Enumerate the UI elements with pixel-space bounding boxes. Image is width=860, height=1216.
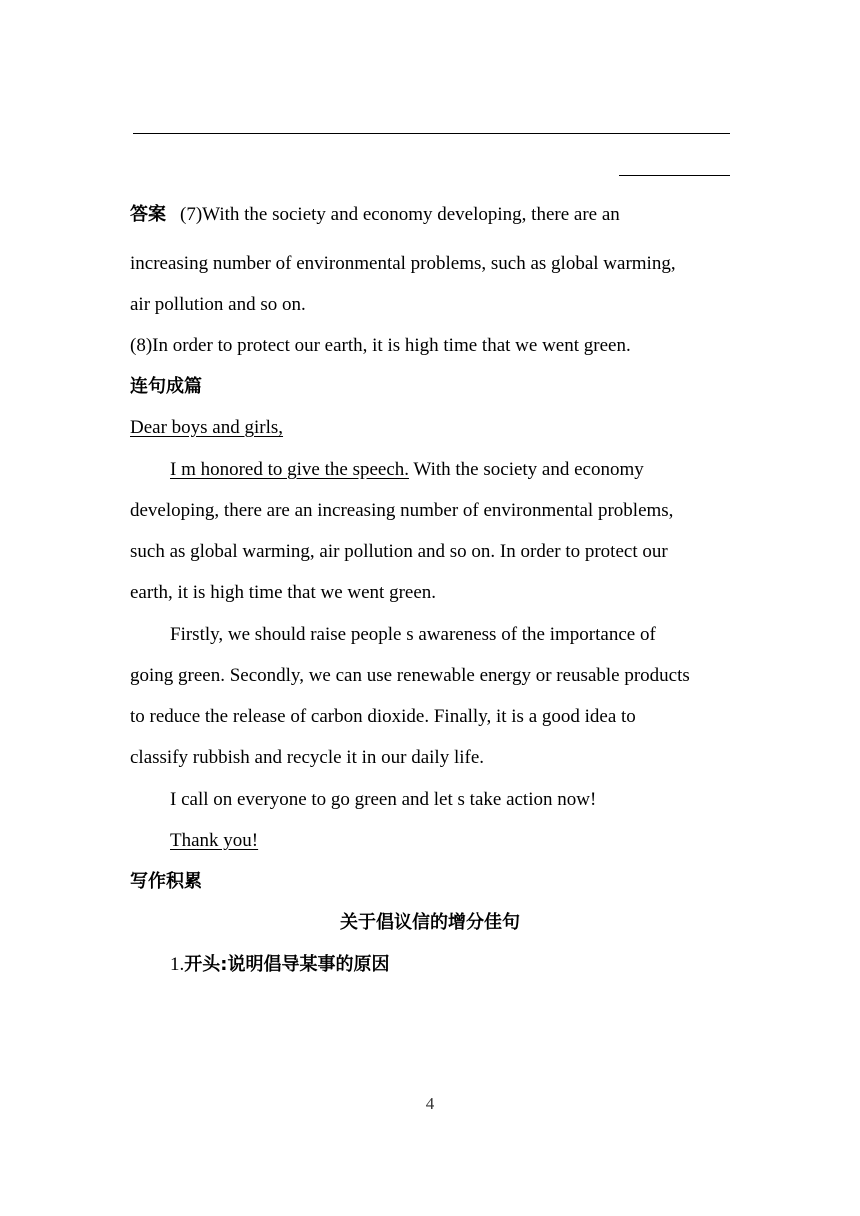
- answer-label: 答案: [130, 204, 166, 225]
- item-text: 开头:说明倡导某事的原因: [184, 954, 390, 975]
- section-heading-accumulation: 写作积累: [130, 871, 202, 892]
- essay-closing: Thank you!: [170, 830, 259, 851]
- essay-paragraph-3: I call on everyone to go green and let s take action now!: [170, 789, 597, 810]
- item-number: 1.: [170, 954, 185, 975]
- answer-blank-line-short: [619, 175, 730, 176]
- essay-paragraph-1-line-3: such as global warming, air pollution and so on. In order to protect our: [130, 541, 668, 562]
- answer-text-1: (7)With the society and economy developing, there are an: [180, 204, 620, 225]
- essay-paragraph-2-line-3: to reduce the release of carbon dioxide. Finally, it is a good idea to: [130, 706, 636, 727]
- essay-greeting: Dear boys and girls,: [130, 417, 284, 438]
- essay-paragraph-2-line-2: going green. Secondly, we can use renewable energy or reusable products: [130, 665, 690, 686]
- essay-paragraph-2-line-4: classify rubbish and recycle it in our daily life.: [130, 747, 485, 768]
- section-heading-essay: 连句成篇: [130, 376, 202, 397]
- accumulation-subtitle: 关于倡议信的增分佳句: [340, 912, 520, 933]
- answer-line-1: [130, 203, 620, 227]
- answer-line-4: (8)In order to protect our earth, it is high time that we went green.: [130, 335, 631, 356]
- essay-p1-rest: With the society and economy: [409, 459, 644, 480]
- essay-paragraph-1-line-2: developing, there are an increasing number of environmental problems,: [130, 500, 674, 521]
- answer-line-3: air pollution and so on.: [130, 294, 306, 315]
- accumulation-item-1: [170, 953, 389, 977]
- answer-blank-line: [133, 133, 730, 134]
- essay-opening-sentence: I m honored to give the speech.: [170, 459, 410, 480]
- page-number: 4: [425, 1094, 435, 1113]
- essay-paragraph-1-line-1: [170, 458, 644, 482]
- essay-paragraph-1-line-4: earth, it is high time that we went green.: [130, 582, 437, 603]
- essay-paragraph-2-line-1: Firstly, we should raise people s awareness of the importance of: [170, 624, 656, 645]
- answer-line-2: increasing number of environmental problems, such as global warming,: [130, 253, 676, 274]
